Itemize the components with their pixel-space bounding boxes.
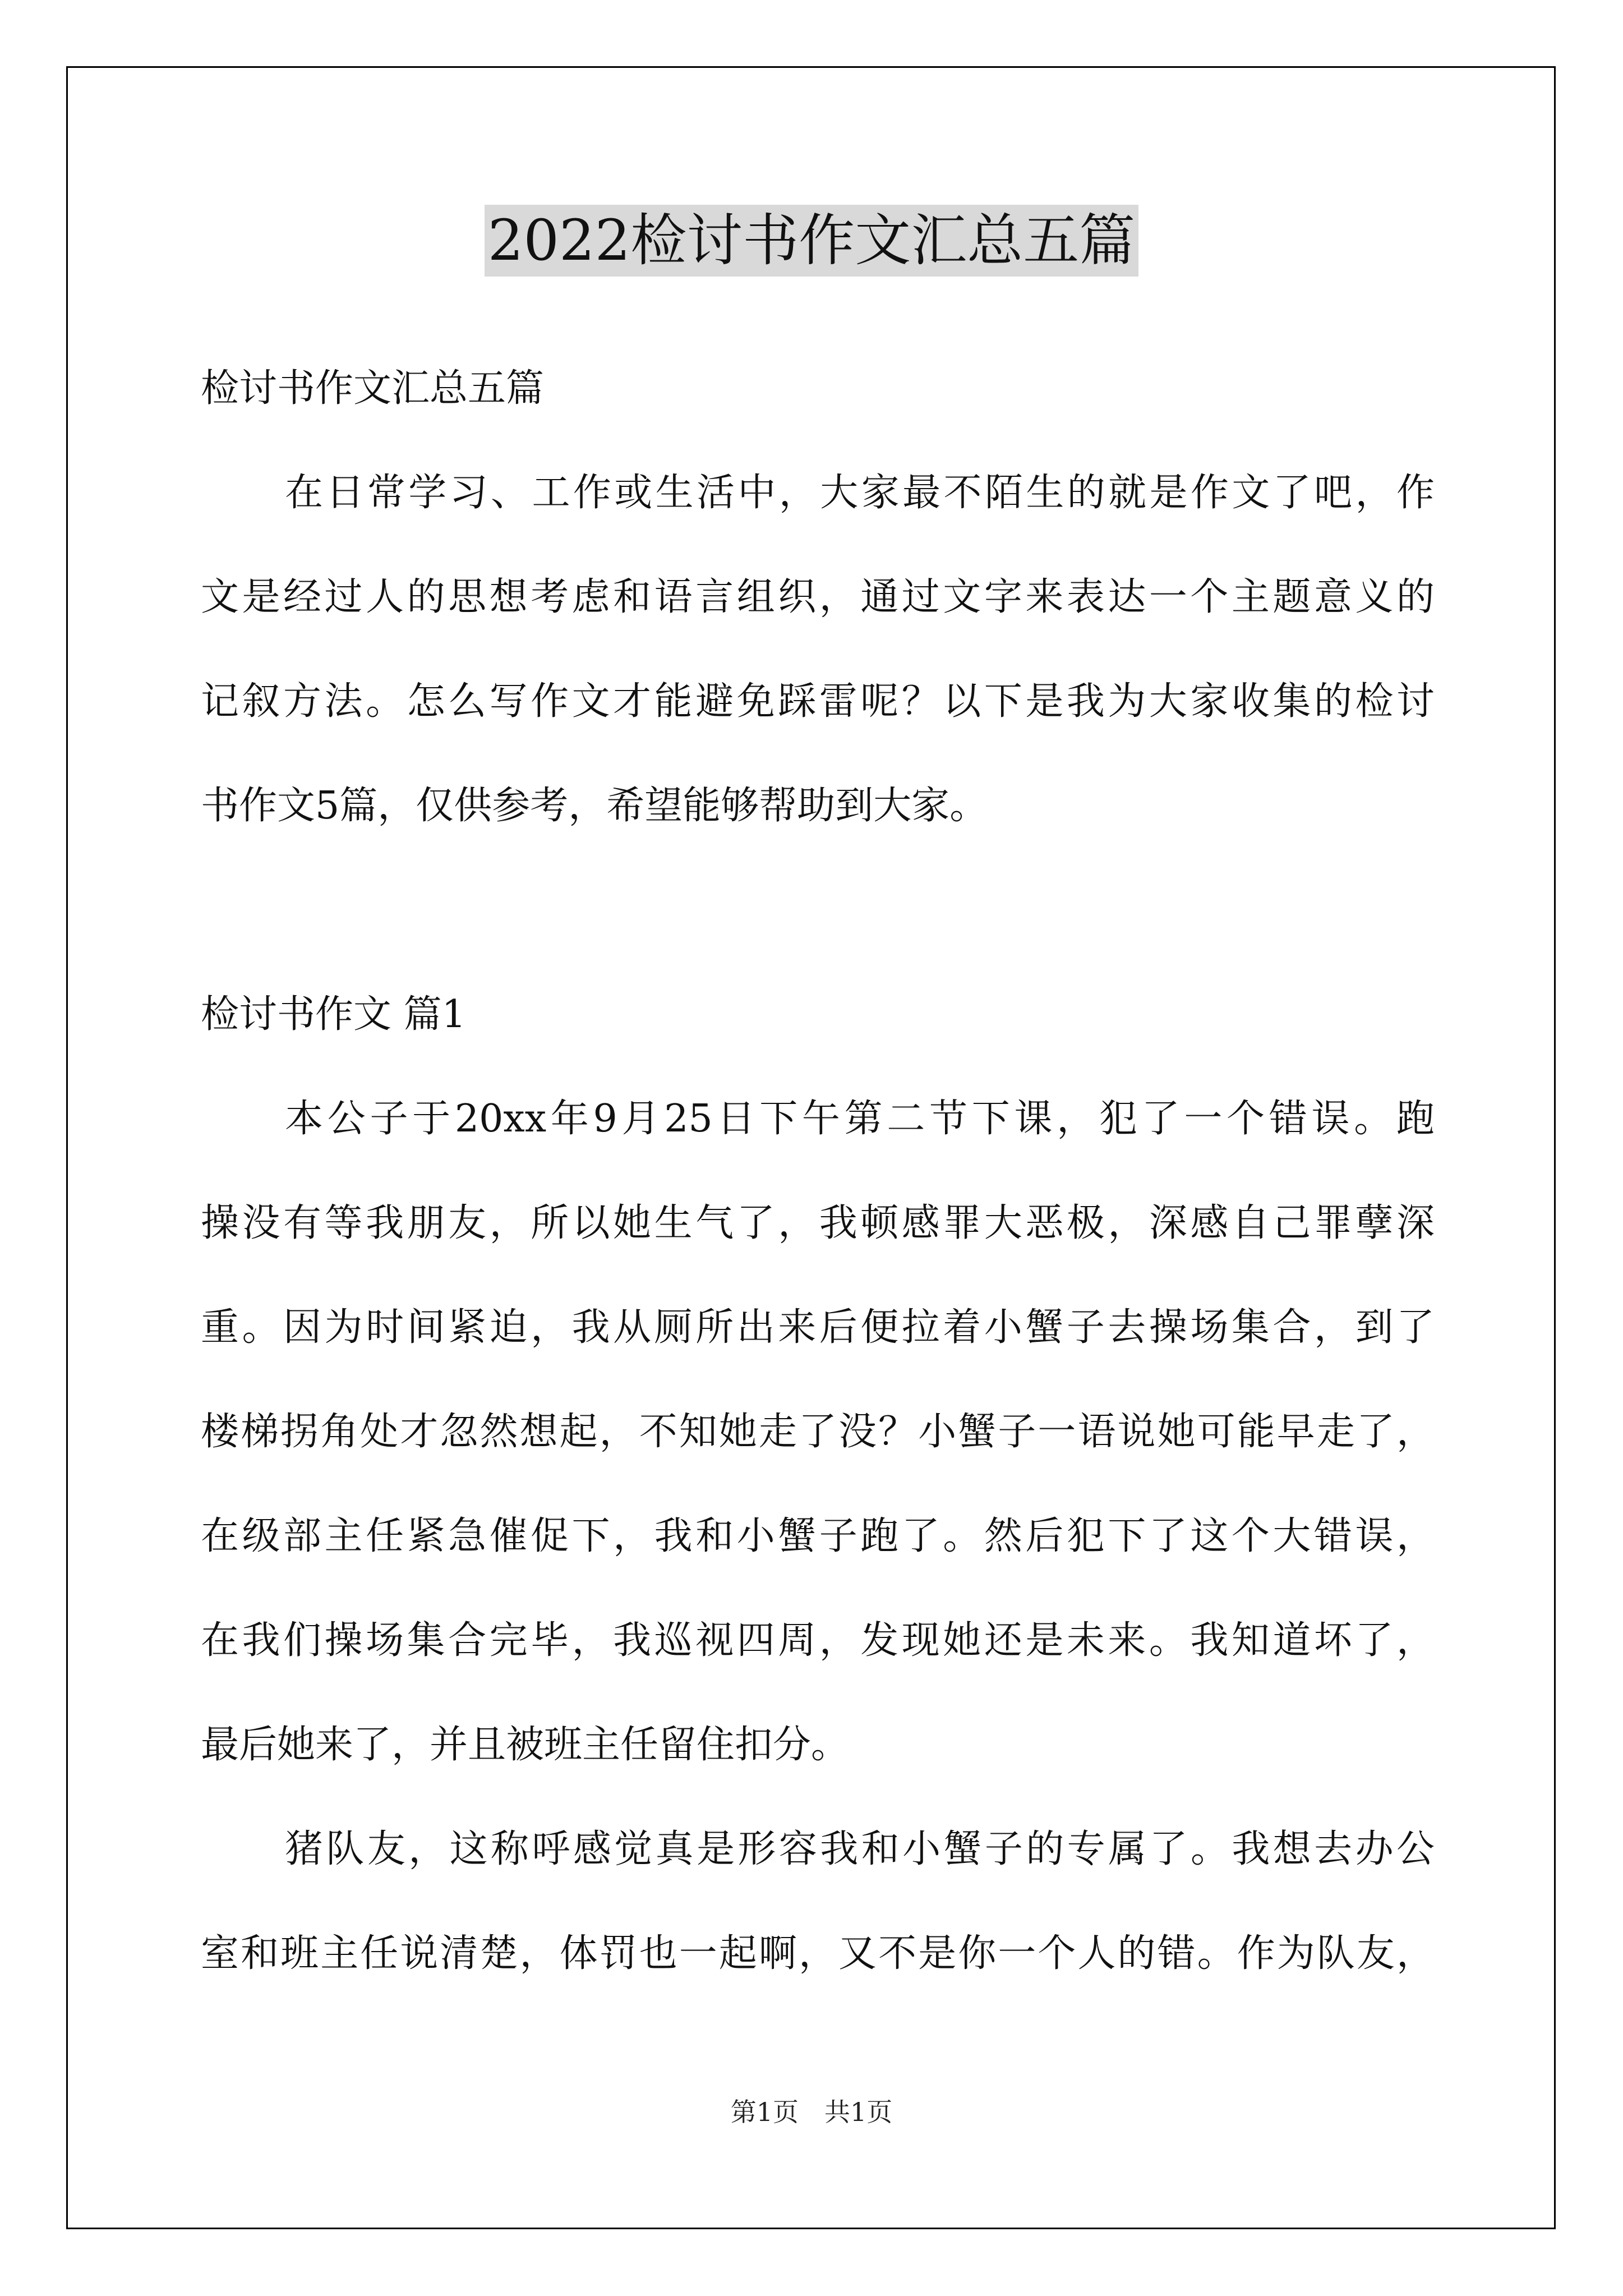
paragraph-line: 最后她来了，并且被班主任留住扣分。	[201, 1723, 850, 1767]
page-footer: 第1页 共1页	[730, 2097, 893, 2127]
paragraph-line: 在我们操场集合完毕，我巡视四周，发现她还是未来。我知道坏了，	[201, 1618, 1435, 1663]
subtitle: 检讨书作文汇总五篇	[201, 366, 545, 411]
paragraph-line: 猪队友，这称呼感觉真是形容我和小蟹子的专属了。我想去办公	[285, 1827, 1435, 1871]
section-heading: 检讨书作文 篇1	[201, 992, 466, 1037]
paragraph-1	[201, 1067, 1435, 1797]
paragraph-line: 重。因为时间紧迫，我从厕所出来后便拉着小蟹子去操场集合，到了	[201, 1305, 1435, 1350]
paragraph-line: 本公子于20xx年9月25日下午第二节下课，犯了一个错误。跑	[285, 1097, 1435, 1141]
intro-line: 书作文5篇，仅供参考，希望能够帮助到大家。	[201, 784, 988, 828]
intro-line: 在日常学习、工作或生活中，大家最不陌生的就是作文了吧，作	[285, 471, 1435, 515]
document-title-text: 2022检讨书作文汇总五篇	[485, 205, 1139, 277]
paragraph-line: 楼梯拐角处才忽然想起，不知她走了没？小蟹子一语说她可能早走了，	[201, 1410, 1435, 1454]
paragraph-2	[201, 1797, 1435, 2006]
intro-line: 文是经过人的思想考虑和语言组织，通过文字来表达一个主题意义的	[201, 575, 1435, 619]
intro-paragraph	[201, 441, 1435, 858]
intro-line: 记叙方法。怎么写作文才能避免踩雷呢？以下是我为大家收集的检讨	[201, 679, 1435, 724]
paragraph-line: 室和班主任说清楚，体罚也一起啊，又不是你一个人的错。作为队友，	[201, 1931, 1435, 1976]
paragraph-line: 在级部主任紧急催促下，我和小蟹子跑了。然后犯下了这个大错误，	[201, 1514, 1435, 1558]
section-gap	[201, 858, 1435, 963]
document-title	[0, 205, 1623, 277]
paragraph-line: 操没有等我朋友，所以她生气了，我顿感罪大恶极，深感自己罪孽深	[201, 1201, 1435, 1245]
document-body	[201, 337, 1435, 2006]
